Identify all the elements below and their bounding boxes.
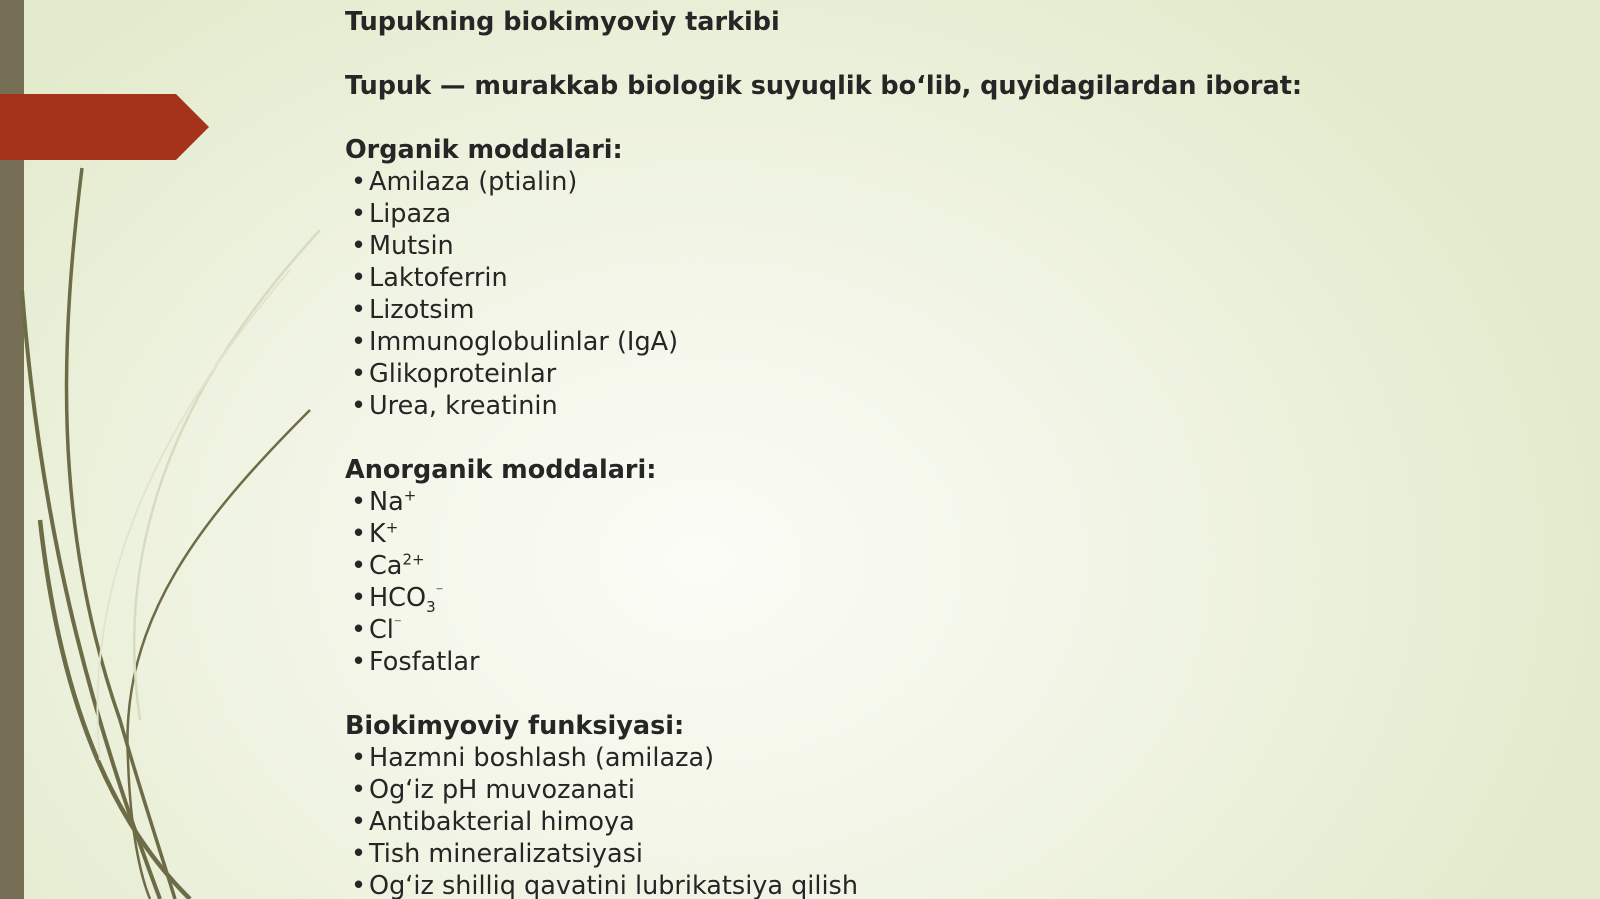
list-item bbox=[345, 742, 1545, 774]
blank-line bbox=[345, 422, 1545, 454]
ion-item bbox=[345, 582, 1545, 617]
list-item bbox=[345, 198, 1545, 230]
accent-arrow-shape bbox=[0, 94, 209, 160]
list-item bbox=[345, 390, 1545, 422]
bullet-dot: • bbox=[351, 807, 367, 837]
organic-heading: Organik moddalari: bbox=[345, 135, 623, 165]
bullet-dot: • bbox=[351, 871, 367, 899]
list-item-text: Glikoproteinlar bbox=[369, 359, 557, 389]
list-item bbox=[345, 806, 1545, 838]
ion-symbol: Fosfatlar bbox=[369, 647, 480, 677]
ion-charge: 2+ bbox=[402, 550, 425, 569]
ion-charge: ⁻ bbox=[393, 614, 402, 633]
bullet-dot: • bbox=[351, 487, 367, 517]
list-item-text: Antibakterial himoya bbox=[369, 807, 635, 837]
list-item bbox=[345, 166, 1545, 198]
list-item-text: Og‘iz pH muvozanati bbox=[369, 775, 635, 805]
ion-item bbox=[345, 614, 1545, 646]
intro-text: Tupuk — murakkab biologik suyuqlik bo‘lib, quyidagilardan iborat: bbox=[345, 71, 1303, 101]
bullet-dot: • bbox=[351, 551, 367, 581]
list-item bbox=[345, 838, 1545, 870]
slide-content bbox=[345, 6, 1545, 899]
list-item-text: Hazmni boshlash (amilaza) bbox=[369, 743, 715, 773]
list-item-text: Og‘iz shilliq qavatini lubrikatsiya qilish bbox=[369, 871, 859, 899]
bullet-dot: • bbox=[351, 583, 367, 613]
ion-item bbox=[345, 550, 1545, 582]
decorative-grass-lines bbox=[0, 0, 340, 899]
list-item-text: Amilaza (ptialin) bbox=[369, 167, 578, 197]
list-item bbox=[345, 774, 1545, 806]
ion-charge: + bbox=[385, 518, 399, 537]
bullet-dot: • bbox=[351, 391, 367, 421]
ion-symbol: Ca bbox=[369, 551, 403, 581]
list-item bbox=[345, 262, 1545, 294]
list-item bbox=[345, 870, 1545, 899]
ion-symbol: HCO bbox=[369, 583, 427, 613]
organic-list bbox=[345, 166, 1545, 422]
bullet-dot: • bbox=[351, 199, 367, 229]
ion-symbol: Na bbox=[369, 487, 404, 517]
bullet-dot: • bbox=[351, 231, 367, 261]
list-item bbox=[345, 358, 1545, 390]
ion-symbol: K bbox=[369, 519, 386, 549]
list-item-text: Urea, kreatinin bbox=[369, 391, 558, 421]
list-item-text: Laktoferrin bbox=[369, 263, 508, 293]
inorganic-heading: Anorganik moddalari: bbox=[345, 455, 657, 485]
list-item-text: Lipaza bbox=[369, 199, 452, 229]
ion-item bbox=[345, 518, 1545, 550]
list-item-text: Tish mineralizatsiyasi bbox=[369, 839, 643, 869]
bullet-dot: • bbox=[351, 167, 367, 197]
bullet-dot: • bbox=[351, 359, 367, 389]
decor-curve-1 bbox=[22, 290, 160, 899]
list-item-text: Mutsin bbox=[369, 231, 454, 261]
decor-faint-curve-1 bbox=[134, 230, 320, 720]
decor-curve-3 bbox=[127, 410, 310, 899]
bullet-dot: • bbox=[351, 775, 367, 805]
decor-faint-curve-2 bbox=[97, 270, 290, 760]
bullet-dot: • bbox=[351, 263, 367, 293]
bullet-dot: • bbox=[351, 327, 367, 357]
bullet-dot: • bbox=[351, 743, 367, 773]
inorganic-list bbox=[345, 486, 1545, 678]
list-item bbox=[345, 230, 1545, 262]
ion-item bbox=[345, 486, 1545, 518]
ion-symbol: Cl bbox=[369, 615, 394, 645]
bullet-dot: • bbox=[351, 295, 367, 325]
ion-item bbox=[345, 646, 1545, 678]
bullet-dot: • bbox=[351, 615, 367, 645]
list-item bbox=[345, 326, 1545, 358]
list-item-text: Immunoglobulinlar (IgA) bbox=[369, 327, 679, 357]
blank-line bbox=[345, 678, 1545, 710]
bullet-dot: • bbox=[351, 647, 367, 677]
slide-title: Tupukning biokimyoviy tarkibi bbox=[345, 7, 780, 37]
bullet-dot: • bbox=[351, 519, 367, 549]
ion-charge: ⁻ bbox=[435, 582, 444, 601]
functions-heading: Biokimyoviy funksiyasi: bbox=[345, 711, 685, 741]
list-item bbox=[345, 294, 1545, 326]
blank-line bbox=[345, 38, 1545, 70]
blank-line bbox=[345, 102, 1545, 134]
bullet-dot: • bbox=[351, 839, 367, 869]
functions-list bbox=[345, 742, 1545, 899]
list-item-text: Lizotsim bbox=[369, 295, 475, 325]
ion-subscript: 3 bbox=[426, 598, 436, 617]
ion-charge: + bbox=[403, 486, 417, 505]
